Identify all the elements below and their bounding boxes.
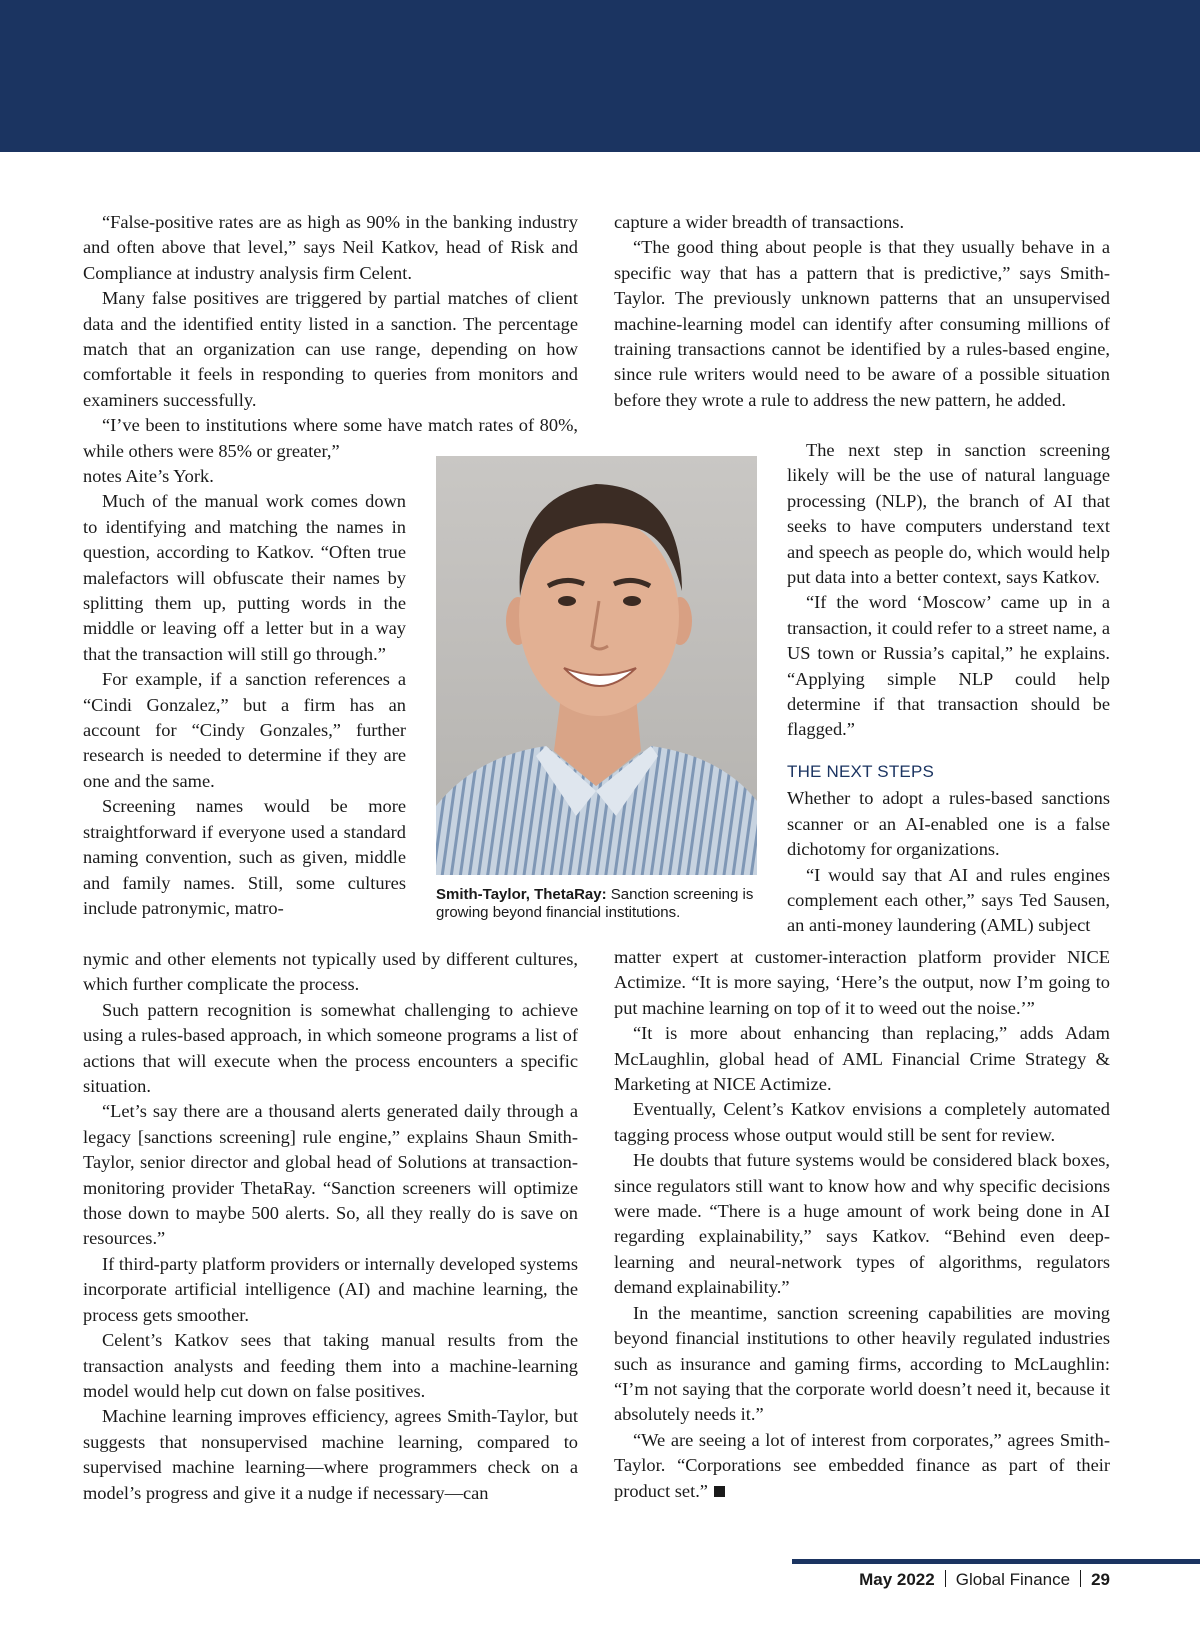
paragraph: Such pattern recognition is somewhat challenging to achieve using a rules-based approach, in which someone programs a list of actions that will execute when the process encounters a specific situation.: [83, 999, 578, 1097]
photo-caption: [436, 886, 766, 922]
paragraph: Whether to adopt a rules-based sanctions scanner or an AI-enabled one is a false dichotomy for organizations.: [787, 788, 1110, 860]
paragraph: In the meantime, sanction screening capabilities are moving beyond financial institutions to other heavily regulated industries such as insurance and gaming firms, according to McLaughlin: “I’m not saying that the corporate world doesn’t need it, because it absolutely needs it.”: [614, 1302, 1110, 1425]
paragraph: He doubts that future systems would be considered black boxes, since regulators still want to know how and why specific decisions were made. “There is a huge amount of work being done in AI regarding explainability,” says Katkov. “Behind even deep-learning and neural-network types of algorithms, regulators demand explainability.”: [614, 1150, 1110, 1298]
paragraph: capture a wider breadth of transactions.: [614, 212, 905, 232]
article-column-right-top: [614, 210, 1110, 413]
paragraph-text: “We are seeing a lot of interest from corporates,” agrees Smith-Taylor. “Corporations see embedded finance as part of their product set.”: [614, 1429, 1110, 1501]
portrait-illustration: [436, 456, 757, 875]
article-column-right-wrap: [787, 438, 1110, 939]
page-number: 29: [1091, 1570, 1110, 1589]
paragraph: notes Aite’s York.: [83, 466, 214, 486]
paragraph: The next step in sanction screening likely will be the use of natural language processing (NLP), the branch of AI that seeks to have computers understand text and speech as people do, which would help put data into a better context, says Katkov.: [787, 440, 1110, 588]
publication-name: Global Finance: [955, 1570, 1071, 1589]
paragraph: [614, 1428, 1110, 1504]
paragraph: Eventually, Celent’s Katkov envisions a completely automated tagging process whose output would still be sent for review.: [614, 1099, 1110, 1145]
paragraph: Screening names would be more straightforward if everyone used a standard naming convention, such as given, middle and family names. Still, some cultures include patronymic, matro-: [83, 796, 406, 918]
caption-credit: Smith-Taylor, ThetaRay:: [436, 886, 607, 903]
footer-divider: [1080, 1570, 1081, 1587]
paragraph: If third-party platform providers or internally developed systems incorporate artificial intelligence (AI) and machine learning, the process gets smoother.: [83, 1253, 578, 1325]
page-footer: [859, 1570, 1110, 1590]
paragraph: Many false positives are triggered by partial matches of client data and the identified entity listed in a sanction. The percentage match that an organization can use range, depending on how comfortable it feels in responding to queries from monitors and examiners successfully.: [83, 288, 578, 410]
header-banner: [0, 0, 1200, 152]
article-column-left-wrap: [83, 464, 406, 921]
paragraph: “It is more about enhancing than replacing,” adds Adam McLaughlin, global head of AML Financial Crime Strategy & Marketing at NICE Actimize.: [614, 1023, 1110, 1095]
paragraph: “I’ve been to institutions where some have match rates of 80%, while others were 85% or greater,”: [83, 415, 578, 461]
paragraph: Celent’s Katkov sees that taking manual results from the transaction analysts and feeding them into a machine-learning model would help cut down on false positives.: [83, 1330, 578, 1401]
footer-rule: [792, 1559, 1200, 1564]
paragraph: “I would say that AI and rules engines complement each other,” says Ted Sausen, an anti-money laundering (AML) subject: [787, 864, 1110, 936]
caption-text: Sanction screening is growing beyond financial institutions.: [436, 886, 754, 921]
paragraph: For example, if a sanction references a “Cindi Gonzalez,” but a firm has an account for “Cindy Gonzales,” further research is needed to determine if they are one and the same.: [83, 669, 406, 791]
footer-divider: [945, 1570, 946, 1587]
section-subhead: THE NEXT STEPS: [787, 761, 935, 781]
portrait-photo: [436, 456, 757, 875]
paragraph: “The good thing about people is that they usually behave in a specific way that has a pattern that is predictive,” says Smith-Taylor. The previously unknown patterns that an unsupervised machine-learning model can identify after consuming millions of training transactions cannot be identified by a rules-based engine, since rule writers would need to be aware of a possible situation before they wrote a rule to address the new pattern, he added.: [614, 237, 1110, 410]
issue-date: May 2022: [859, 1570, 935, 1589]
paragraph: matter expert at customer-interaction platform provider NICE Actimize. “It is more saying, ‘Here’s the output, now I’m going to put machine learning on top of it to weed out the noise.’”: [614, 947, 1110, 1018]
end-of-article-icon: [714, 1486, 725, 1497]
article-column-left-bottom: [83, 947, 578, 1506]
paragraph: “Let’s say there are a thousand alerts generated daily through a legacy [sanctions screening] rule engine,” explains Shaun Smith-Taylor, senior director and global head of Solutions at transaction-monitoring provider ThetaRay. “Sanction screeners will optimize those down to maybe 500 alerts. So, all they really do is save on resources.”: [83, 1101, 578, 1249]
paragraph: “False-positive rates are as high as 90% in the banking industry and often above that level,” says Neil Katkov, head of Risk and Compliance at industry analysis firm Celent.: [83, 212, 578, 283]
paragraph: “If the word ‘Moscow’ came up in a transaction, it could refer to a street name, a US town or Russia’s capital,” he explains. “Applying simple NLP could help determine if that transaction should be flagged.”: [787, 592, 1110, 740]
paragraph: Much of the manual work comes down to identifying and matching the names in question, according to Katkov. “Often true malefactors will obfuscate their names by splitting them up, putting words in the middle or leaving off a letter but in a way that the transaction will still go through.”: [83, 491, 406, 664]
article-column-right-bottom: [614, 945, 1110, 1504]
paragraph: nymic and other elements not typically used by different cultures, which further complicate the process.: [83, 949, 578, 995]
article-column-left-top: [83, 210, 578, 464]
paragraph: Machine learning improves efficiency, agrees Smith-Taylor, but suggests that nonsupervised machine learning, compared to supervised machine learning—where programmers check on a model’s progress and give it a nudge if necessary—can: [83, 1406, 578, 1503]
